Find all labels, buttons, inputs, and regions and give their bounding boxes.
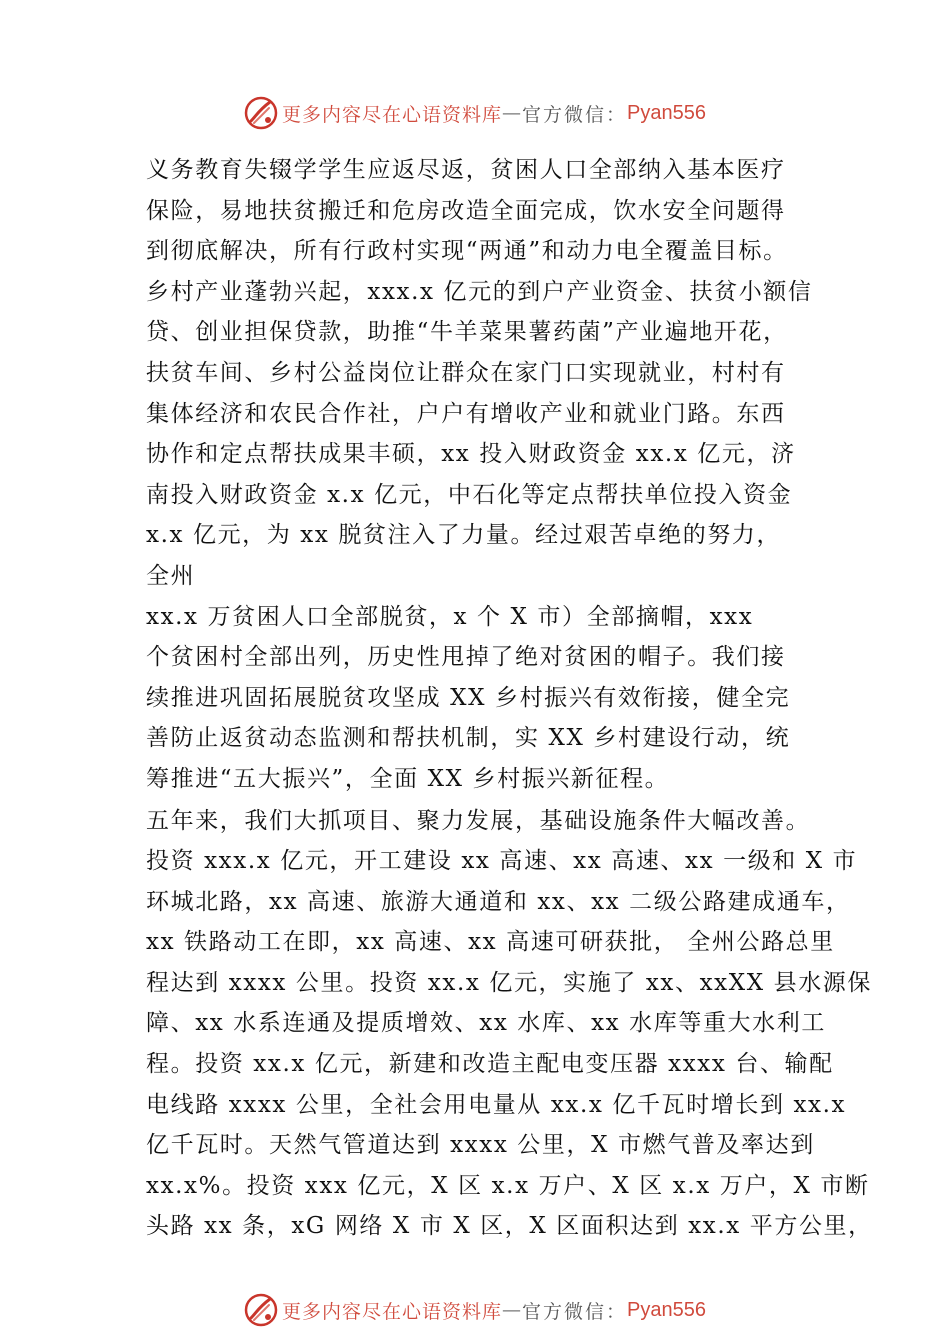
text-line: 善防止返贫动态监测和帮扶机制，实 XX 乡村建设行动，统 <box>146 725 791 752</box>
footer-dash: — <box>502 1299 523 1321</box>
text-line: 乡村产业蓬勃兴起，xxx.x 亿元的到户产业资金、扶贫小额信 <box>146 278 813 305</box>
brand-logo-icon <box>244 96 278 130</box>
footer-wechat-id: Pyan556 <box>627 1298 706 1321</box>
text-line: 协作和定点帮扶成果丰硕，xx 投入财政资金 xx.x 亿元，济 <box>146 441 796 468</box>
text-line: 电线路 xxxx 公里，全社会用电量从 xx.x 亿千瓦时增长到 xx.x <box>146 1091 847 1118</box>
text-line: 扶贫车间、乡村公益岗位让群众在家门口实现就业，村村有 <box>146 359 786 386</box>
header-wechat-label: 官方微信： <box>522 103 628 126</box>
text-line: x.x 亿元，为 xx 脱贫注入了力量。经过艰苦卓绝的努力， <box>146 522 782 549</box>
text-line: 五年来，我们大抓项目、聚力发展，基础设施条件大幅改善。 <box>146 807 811 834</box>
text-line: 全州 <box>146 562 196 589</box>
text-line: 保险，易地扶贫搬迁和危房改造全面完成，饮水安全问题得 <box>146 197 786 224</box>
document-body <box>146 150 873 1247</box>
text-line: 续推进巩固拓展脱贫攻坚成 XX 乡村振兴有效衔接，健全完 <box>146 684 791 711</box>
text-line: 程达到 xxxx 公里。投资 xx.x 亿元，实施了 xx、xxXX 县水源保 <box>146 969 873 996</box>
text-line: 亿千瓦时。天然气管道达到 xxxx 公里，X 市燃气普及率达到 <box>146 1132 815 1159</box>
text-line: 障、xx 水系连通及提质增效、xx 水库、xx 水库等重大水利工 <box>146 1010 826 1037</box>
text-line: xx.x 万贫困人口全部脱贫，x 个 X 市）全部摘帽，xxx <box>146 603 754 630</box>
text-line: 环城北路，xx 高速、旅游大通道和 xx、xx 二级公路建成通车， <box>146 888 851 915</box>
header-dash: — <box>502 102 523 124</box>
footer-watermark <box>0 1290 950 1330</box>
text-line: 个贫困村全部出列，历史性甩掉了绝对贫困的帽子。我们接 <box>146 644 786 671</box>
text-line: 程。投资 xx.x 亿元，新建和改造主配电变压器 xxxx 台、输配 <box>146 1051 834 1078</box>
text-line: 贷、创业担保贷款，助推“牛羊菜果薯药菌”产业遍地开花， <box>146 319 788 346</box>
text-line: 集体经济和农民合作社，户户有增收产业和就业门路。东西 <box>146 400 786 427</box>
header-brand-text: 更多内容尽在心语资料库 <box>282 103 503 126</box>
text-line: 头路 xx 条，xG 网络 X 市 X 区，X 区面积达到 xx.x 平方公里， <box>146 1213 873 1240</box>
brand-logo-icon <box>244 1293 278 1327</box>
text-line: 南投入财政资金 x.x 亿元，中石化等定点帮扶单位投入资金 <box>146 481 793 508</box>
text-line: 投资 xxx.x 亿元，开工建设 xx 高速、xx 高速、xx 一级和 X 市 <box>146 848 858 875</box>
text-line: xx.x%。投资 xxx 亿元，X 区 x.x 万户、X 区 x.x 万户，X 市断 <box>146 1172 870 1199</box>
text-line: 义务教育失辍学学生应返尽返，贫困人口全部纳入基本医疗 <box>146 157 786 183</box>
text-line: 筹推进“五大振兴”，全面 XX 乡村振兴新征程。 <box>146 765 670 792</box>
header-watermark <box>0 93 950 133</box>
header-wechat-id: Pyan556 <box>627 101 706 124</box>
text-line: 到彻底解决，所有行政村实现“两通”和动力电全覆盖目标。 <box>146 238 788 265</box>
footer-brand-text: 更多内容尽在心语资料库 <box>282 1300 503 1323</box>
footer-wechat-label: 官方微信： <box>522 1300 628 1323</box>
text-line: xx 铁路动工在即，xx 高速、xx 高速可研获批， 全州公路总里 <box>146 929 835 956</box>
